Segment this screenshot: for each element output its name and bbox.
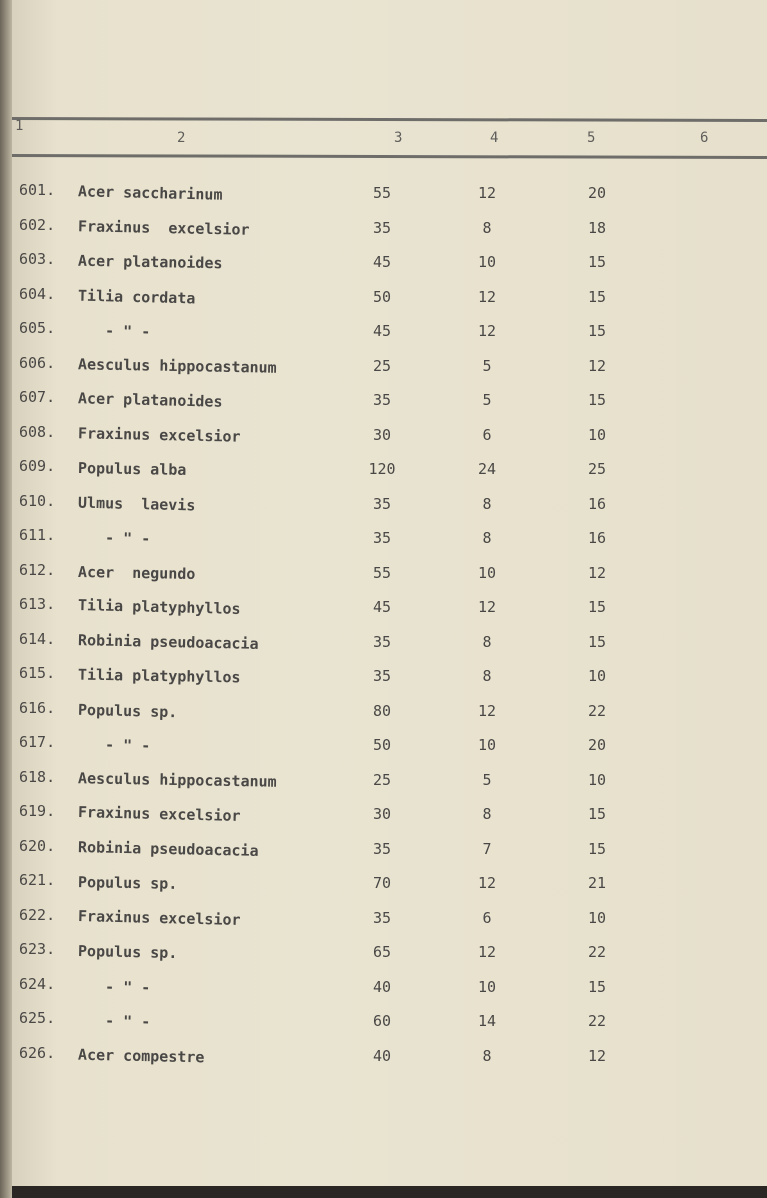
table-row <box>12 560 767 588</box>
species-name: Tilia platyphyllos <box>77 665 241 687</box>
col3-value: 120 <box>368 460 396 478</box>
col-header-1: 1 <box>15 118 24 134</box>
col4-value: 12 <box>477 874 497 892</box>
col4-value: 7 <box>482 839 492 858</box>
row-number: 616. <box>19 698 56 717</box>
col4-value: 10 <box>477 736 497 754</box>
col3-value: 50 <box>372 287 392 306</box>
row-number: 621. <box>19 871 56 889</box>
col-header-3: 3 <box>394 130 403 146</box>
col-header-6: 6 <box>700 130 709 146</box>
table-row <box>12 698 767 726</box>
row-number: 624. <box>19 974 56 993</box>
col4-value: 8 <box>482 805 492 823</box>
species-name: - " - <box>77 1011 151 1031</box>
document-page <box>12 0 767 1186</box>
col5-value: 15 <box>587 839 607 858</box>
row-number: 609. <box>19 457 56 475</box>
col4-value: 8 <box>482 632 492 651</box>
row-number: 603. <box>19 250 56 268</box>
col3-value: 55 <box>372 184 392 202</box>
row-number: 606. <box>19 353 56 372</box>
table-row <box>12 905 767 933</box>
row-number: 614. <box>19 629 56 648</box>
row-number: 618. <box>19 767 56 786</box>
table-row <box>12 491 767 519</box>
col4-value: 8 <box>482 529 492 547</box>
col3-value: 25 <box>372 356 392 375</box>
col5-value: 15 <box>587 287 607 306</box>
row-number: 604. <box>19 284 56 303</box>
col4-value: 10 <box>477 253 497 271</box>
col5-value: 15 <box>587 322 607 340</box>
row-number: 608. <box>19 422 56 441</box>
row-number: 602. <box>19 215 56 234</box>
col5-value: 15 <box>587 598 607 616</box>
species-name: Robinia pseudoacacia <box>77 630 259 653</box>
col5-value: 16 <box>587 494 607 513</box>
col5-value: 15 <box>587 253 607 271</box>
species-name: Ulmus laevis <box>77 493 196 514</box>
col4-value: 12 <box>477 287 497 306</box>
header-bottom-rule <box>12 154 767 159</box>
col4-value: 12 <box>477 322 497 340</box>
table-row <box>12 802 767 829</box>
species-name: Aesculus hippocastanum <box>77 354 277 377</box>
col3-value: 35 <box>372 529 392 547</box>
row-number: 613. <box>19 595 56 613</box>
col5-value: 10 <box>587 770 607 789</box>
row-number: 611. <box>19 526 56 544</box>
col4-value: 8 <box>482 1046 492 1065</box>
col-header-5: 5 <box>587 130 596 146</box>
col5-value: 15 <box>587 391 607 409</box>
species-name: Populus alba <box>77 459 187 479</box>
col4-value: 12 <box>477 184 497 202</box>
header-top-rule <box>12 117 767 122</box>
species-name: Fraxinus excelsior <box>77 906 241 929</box>
col3-value: 35 <box>372 667 392 685</box>
row-number: 626. <box>19 1043 56 1062</box>
col5-value: 10 <box>587 908 607 927</box>
species-name: Acer platanoides <box>77 389 223 411</box>
row-number: 607. <box>19 388 56 406</box>
species-name: Fraxinus excelsior <box>77 803 241 825</box>
col3-value: 40 <box>372 1046 392 1065</box>
col4-value: 12 <box>477 701 497 720</box>
col5-value: 25 <box>587 460 607 478</box>
col4-value: 8 <box>482 218 492 237</box>
species-name: Acer negundo <box>77 562 196 583</box>
col3-value: 60 <box>372 1012 392 1030</box>
col4-value: 6 <box>482 425 492 444</box>
col5-value: 15 <box>587 632 607 651</box>
table-row <box>12 457 767 484</box>
species-name: Tilia cordata <box>77 286 196 307</box>
species-name: - " - <box>77 735 151 755</box>
col3-value: 55 <box>372 563 392 582</box>
row-number: 605. <box>19 319 56 337</box>
species-name: Acer saccharinum <box>77 182 223 204</box>
species-name: Fraxinus excelsior <box>77 423 241 446</box>
col5-value: 22 <box>587 1012 607 1030</box>
col5-value: 12 <box>587 356 607 375</box>
row-number: 623. <box>19 940 56 958</box>
table-row <box>12 284 767 312</box>
col5-value: 10 <box>587 667 607 685</box>
col4-value: 6 <box>482 908 492 927</box>
table-row <box>12 940 767 967</box>
species-name: Acer compestre <box>77 1045 205 1066</box>
species-name: Tilia platyphyllos <box>77 596 241 618</box>
table-row <box>12 353 767 381</box>
col4-value: 5 <box>482 356 492 375</box>
table-row <box>12 250 767 277</box>
col5-value: 16 <box>587 529 607 547</box>
col5-value: 22 <box>587 701 607 720</box>
species-name: Fraxinus excelsior <box>77 216 250 239</box>
col3-value: 45 <box>372 253 392 271</box>
col5-value: 10 <box>587 425 607 444</box>
table-row <box>12 1009 767 1036</box>
table-row <box>12 595 767 622</box>
table-row <box>12 1043 767 1071</box>
col5-value: 15 <box>587 805 607 823</box>
table-row <box>12 871 767 898</box>
col3-value: 80 <box>372 701 392 720</box>
page-binding-edge <box>0 0 12 1198</box>
col3-value: 35 <box>372 494 392 513</box>
table-row <box>12 629 767 657</box>
row-number: 619. <box>19 802 56 820</box>
col4-value: 10 <box>477 977 497 996</box>
col5-value: 20 <box>587 736 607 754</box>
col3-value: 35 <box>372 218 392 237</box>
table-row <box>12 767 767 795</box>
col4-value: 5 <box>482 391 492 409</box>
col5-value: 20 <box>587 184 607 202</box>
col4-value: 10 <box>477 563 497 582</box>
col4-value: 8 <box>482 494 492 513</box>
row-number: 601. <box>19 181 56 199</box>
col3-value: 65 <box>372 943 392 961</box>
col5-value: 15 <box>587 977 607 996</box>
col-header-2: 2 <box>177 130 186 146</box>
col3-value: 45 <box>372 598 392 616</box>
col3-value: 50 <box>372 736 392 754</box>
col4-value: 24 <box>477 460 497 478</box>
col3-value: 30 <box>372 425 392 444</box>
col5-value: 12 <box>587 563 607 582</box>
table-row <box>12 215 767 243</box>
col-header-4: 4 <box>490 130 499 146</box>
col3-value: 25 <box>372 770 392 789</box>
species-name: - " - <box>77 321 151 341</box>
table-row <box>12 181 767 208</box>
col3-value: 45 <box>372 322 392 340</box>
table-row <box>12 319 767 346</box>
col3-value: 35 <box>372 908 392 927</box>
row-number: 622. <box>19 905 56 924</box>
col3-value: 35 <box>372 391 392 409</box>
row-number: 617. <box>19 733 56 751</box>
row-number: 612. <box>19 560 56 579</box>
col3-value: 35 <box>372 839 392 858</box>
table-row <box>12 388 767 415</box>
table-row <box>12 974 767 1002</box>
row-number: 620. <box>19 836 56 855</box>
row-number: 625. <box>19 1009 56 1027</box>
col3-value: 70 <box>372 874 392 892</box>
col4-value: 12 <box>477 943 497 961</box>
col5-value: 22 <box>587 943 607 961</box>
species-name: Populus sp. <box>77 941 178 963</box>
row-number: 610. <box>19 491 56 510</box>
species-name: Acer platanoides <box>77 251 223 273</box>
species-name: Robinia pseudoacacia <box>77 837 259 860</box>
species-name: Populus sp. <box>77 873 178 893</box>
col3-value: 35 <box>372 632 392 651</box>
table-row <box>12 836 767 864</box>
species-name: Aesculus hippocastanum <box>77 768 277 791</box>
col5-value: 12 <box>587 1046 607 1065</box>
col4-value: 8 <box>482 667 492 685</box>
table-row <box>12 422 767 450</box>
table-row <box>12 733 767 760</box>
table-row <box>12 526 767 553</box>
col4-value: 12 <box>477 598 497 616</box>
species-name: - " - <box>77 976 151 997</box>
col5-value: 18 <box>587 218 607 237</box>
col5-value: 21 <box>587 874 607 892</box>
col4-value: 14 <box>477 1012 497 1030</box>
row-number: 615. <box>19 664 56 682</box>
col4-value: 5 <box>482 770 492 789</box>
species-name: - " - <box>77 528 151 548</box>
col3-value: 40 <box>372 977 392 996</box>
col3-value: 30 <box>372 805 392 823</box>
species-name: Populus sp. <box>77 700 178 721</box>
table-row <box>12 664 767 691</box>
